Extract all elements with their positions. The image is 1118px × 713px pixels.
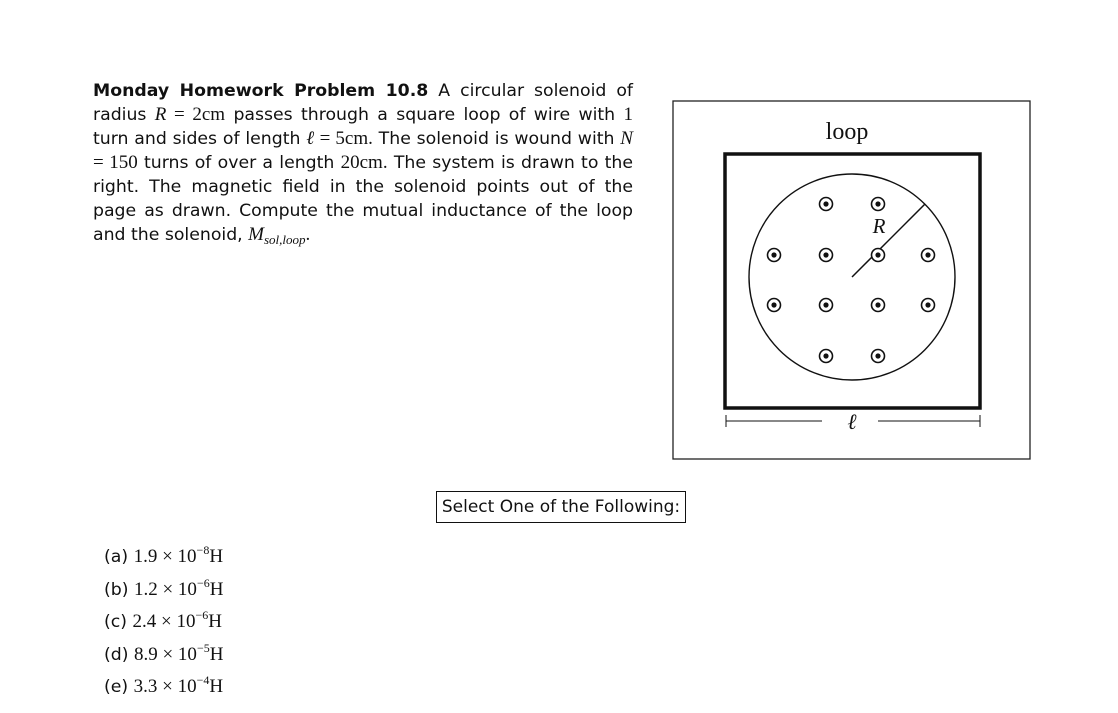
field-out-of-page-icon [820, 350, 833, 363]
choice-exponent: −8 [196, 543, 210, 557]
problem-intro: A circular solenoid of radius [93, 81, 633, 125]
field-out-of-page-icon [820, 299, 833, 312]
problem-title: Monday Homework Problem 10.8 [93, 81, 429, 101]
field-out-of-page-icon [872, 350, 885, 363]
square-loop [725, 154, 980, 408]
choice-mantissa: 1.2 [133, 578, 158, 600]
select-prompt: Select One of the Following: [436, 491, 686, 523]
choice-mantissa: 2.4 [132, 611, 157, 632]
turn-count: 1 [623, 104, 633, 125]
answer-choices [104, 541, 223, 704]
mutual-inductance-subscript: sol,loop [263, 232, 306, 247]
problem-part-4: The solenoid is wound with [372, 129, 621, 149]
problem-part-3: turn and sides of length [93, 129, 307, 149]
choice-unit: H [209, 676, 224, 697]
choice-b[interactable]: (b) $1.2 \times 10^{-6}H$ [104, 575, 224, 600]
length-variable: ℓ [306, 128, 315, 149]
choice-mantissa: 3.3 [133, 676, 158, 697]
choice-letter: (b) [104, 579, 129, 600]
field-out-of-page-icon [922, 249, 935, 262]
choice-exponent: −6 [195, 608, 209, 622]
field-out-of-page-icon [820, 198, 833, 211]
radius-variable: R [154, 104, 167, 125]
length-value: = 5cm. [314, 128, 373, 149]
choice-a[interactable]: (a) $1.9 \times 10^{-8}H$ [104, 543, 224, 567]
choice-unit: H [208, 611, 222, 632]
choice-unit: H [209, 643, 224, 665]
choice-unit: H [209, 578, 224, 600]
field-out-of-page-icon [768, 299, 781, 312]
problem-part-5: turns of over a length [137, 153, 341, 173]
solenoid-length: 20cm. [340, 152, 388, 173]
problem-part-6: The system is drawn to the right. The magnetic field in the solenoid points out of the page as drawn. Compute the mutual inductance of the loop and the solenoid, [93, 153, 634, 245]
field-dots-group [768, 198, 935, 363]
problem-part-2: passes through a square loop of wire with [225, 105, 624, 125]
field-out-of-page-icon [820, 249, 833, 262]
choice-c[interactable]: (c) $2.4 \times 10^{-6}H$ [104, 608, 222, 632]
choice-e[interactable]: (e) $3.3 \times 10^{-4}H$ [104, 673, 224, 697]
field-out-of-page-icon [922, 299, 935, 312]
radius-line [852, 204, 925, 277]
turns-value: = 150 [93, 152, 138, 173]
mutual-inductance-symbol: M [248, 224, 264, 245]
field-out-of-page-icon [768, 249, 781, 262]
field-out-of-page-icon [872, 249, 885, 262]
field-out-of-page-icon [872, 198, 885, 211]
side-length-label: ℓ [847, 409, 857, 434]
turns-variable: N [620, 128, 633, 149]
radius-label: R [872, 214, 886, 238]
choice-letter: (d) [104, 644, 129, 665]
choice-exponent: −6 [196, 575, 210, 590]
problem-period: . [305, 224, 311, 245]
loop-label: loop [825, 119, 869, 145]
choice-exponent: −4 [196, 673, 210, 687]
choice-d[interactable]: (d) $8.9 \times 10^{-5}H$ [104, 640, 224, 665]
choice-letter: (a) [104, 547, 129, 567]
choice-letter: (e) [104, 677, 129, 697]
choice-unit: H [209, 546, 224, 567]
radius-value: = 2cm [166, 104, 226, 125]
choice-mantissa: 8.9 [133, 643, 158, 665]
choice-exponent: −5 [196, 640, 210, 655]
choice-letter: (c) [104, 612, 127, 632]
choice-mantissa: 1.9 [133, 546, 158, 567]
field-out-of-page-icon [872, 299, 885, 312]
